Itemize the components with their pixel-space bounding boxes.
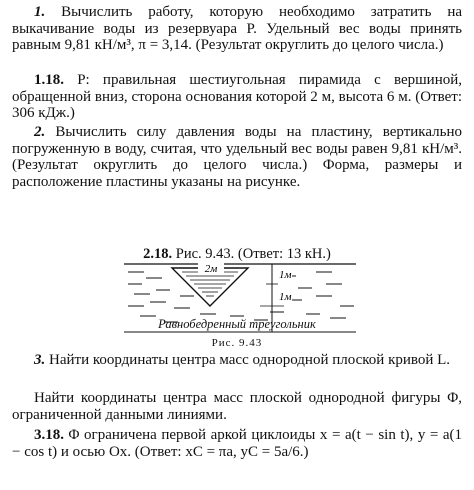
- centroid-paragraph: [12, 390, 462, 423]
- centroid-text: Найти координаты центра масс плоской однородной фигуры Φ, ограниченной данными линиями.: [12, 390, 462, 423]
- figure-caption: Равнобедренный треугольник: [158, 317, 316, 331]
- water-hatch: [128, 272, 354, 322]
- figure-header: [0, 246, 474, 263]
- problem-1-number: 1.: [34, 4, 46, 20]
- label-1m-bottom: 1м: [279, 291, 292, 303]
- problem-1-18-text: P: правильная шестиугольная пирамида с вершиной, обращенной вниз, сторона основания которой 2 м, высота 6 м. (Ответ: 306 кДж.): [12, 72, 463, 122]
- problem-3-number: 3.: [34, 352, 46, 368]
- label-2m: 2м: [204, 263, 218, 275]
- problem-2-18-number: 2.18.: [143, 246, 173, 262]
- problem-3-text: Найти координаты центра масс однородной плоской кривой L.: [49, 352, 451, 368]
- problem-2-text: Вычислить силу давления воды на пластину, вертикально погруженную в воду, считая, что удельный вес воды равен 9,81 кН/м³. (Результат округлить до целого числа.) Форма, размеры и расположение пластины указаны на рисунке.: [12, 124, 462, 190]
- problem-1-paragraph: [12, 4, 462, 54]
- problem-1-text: Вычислить работу, которую необходимо затратить на выкачивание воды из резервуара P. Удельный вес воды принять равным 9,81 кН/м³, π = 3,14. (Результат округлить до целого числа.): [12, 4, 463, 54]
- problem-3-18-text: Φ ограничена первой аркой циклоиды x = a(t − sin t), y = a(1 − cos t) и осью Ox. (Ответ: xC = πa, yC = 5a/6.): [12, 427, 463, 460]
- figure-header-text: Рис. 9.43. (Ответ: 13 кН.): [175, 246, 331, 262]
- problem-3-18-paragraph: [12, 427, 462, 460]
- figure-number: Рис. 9.43: [211, 337, 263, 349]
- problem-3-paragraph: [12, 352, 462, 369]
- problem-3-18-number: 3.18.: [34, 427, 64, 443]
- problem-2-number: 2.: [34, 124, 46, 140]
- problem-1-18-number: 1.18.: [34, 72, 64, 88]
- problem-1-18-paragraph: [12, 72, 462, 122]
- problem-2-paragraph: [12, 124, 462, 190]
- label-1m-top: 1м: [279, 269, 292, 281]
